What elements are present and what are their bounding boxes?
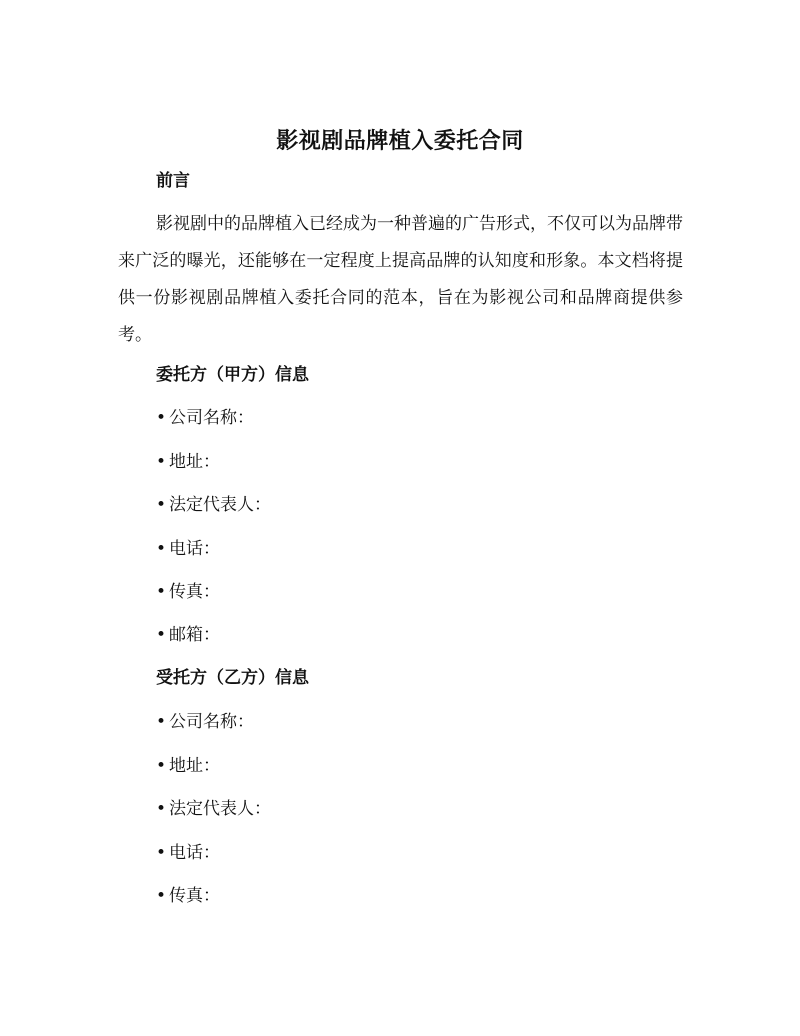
party-a-field-address: [156, 447, 220, 472]
field-label: 法定代表人：: [169, 495, 272, 515]
field-label: 邮箱：: [169, 625, 221, 645]
party-a-field-company-name: [156, 403, 254, 428]
field-label: 地址：: [169, 452, 221, 472]
bullet: •: [156, 452, 167, 472]
party-b-field-company-name: [156, 707, 254, 732]
party-a-field-phone: [156, 534, 220, 559]
field-label: 电话：: [169, 843, 221, 863]
bullet: •: [156, 582, 167, 602]
field-label: 传真：: [169, 582, 221, 602]
field-label: 电话：: [169, 539, 221, 559]
bullet: •: [156, 539, 167, 559]
party-a-field-email: [156, 620, 220, 645]
bullet: •: [156, 799, 167, 819]
bullet: •: [156, 756, 167, 776]
preface-paragraph: 影视剧中的品牌植入已经成为一种普遍的广告形式，不仅可以为品牌带来广泛的曝光，还能够在一定程度上提高品牌的认知度和形象。本文档将提供一份影视剧品牌植入委托合同的范本，旨在为影视公司和品牌商提供参考。: [118, 214, 683, 345]
party-a-field-fax: [156, 577, 220, 602]
preface-heading: 前言: [156, 171, 190, 191]
document-title: 影视剧品牌植入委托合同: [276, 128, 524, 154]
field-label: 公司名称：: [169, 712, 255, 732]
party-b-field-fax: [156, 881, 220, 906]
bullet: •: [156, 712, 167, 732]
bullet: •: [156, 843, 167, 863]
party-a-field-legal-representative: [156, 490, 271, 515]
bullet: •: [156, 886, 167, 906]
party-b-field-phone: [156, 838, 220, 863]
party-a-heading: 委托方（甲方）信息: [156, 365, 309, 385]
field-label: 地址：: [169, 756, 221, 776]
field-label: 公司名称：: [169, 408, 255, 428]
bullet: •: [156, 408, 167, 428]
field-label: 传真：: [169, 886, 221, 906]
party-b-field-legal-representative: [156, 794, 271, 819]
bullet: •: [156, 625, 167, 645]
bullet: •: [156, 495, 167, 515]
party-b-heading: 受托方（乙方）信息: [156, 668, 309, 688]
party-b-field-address: [156, 751, 220, 776]
field-label: 法定代表人：: [169, 799, 272, 819]
